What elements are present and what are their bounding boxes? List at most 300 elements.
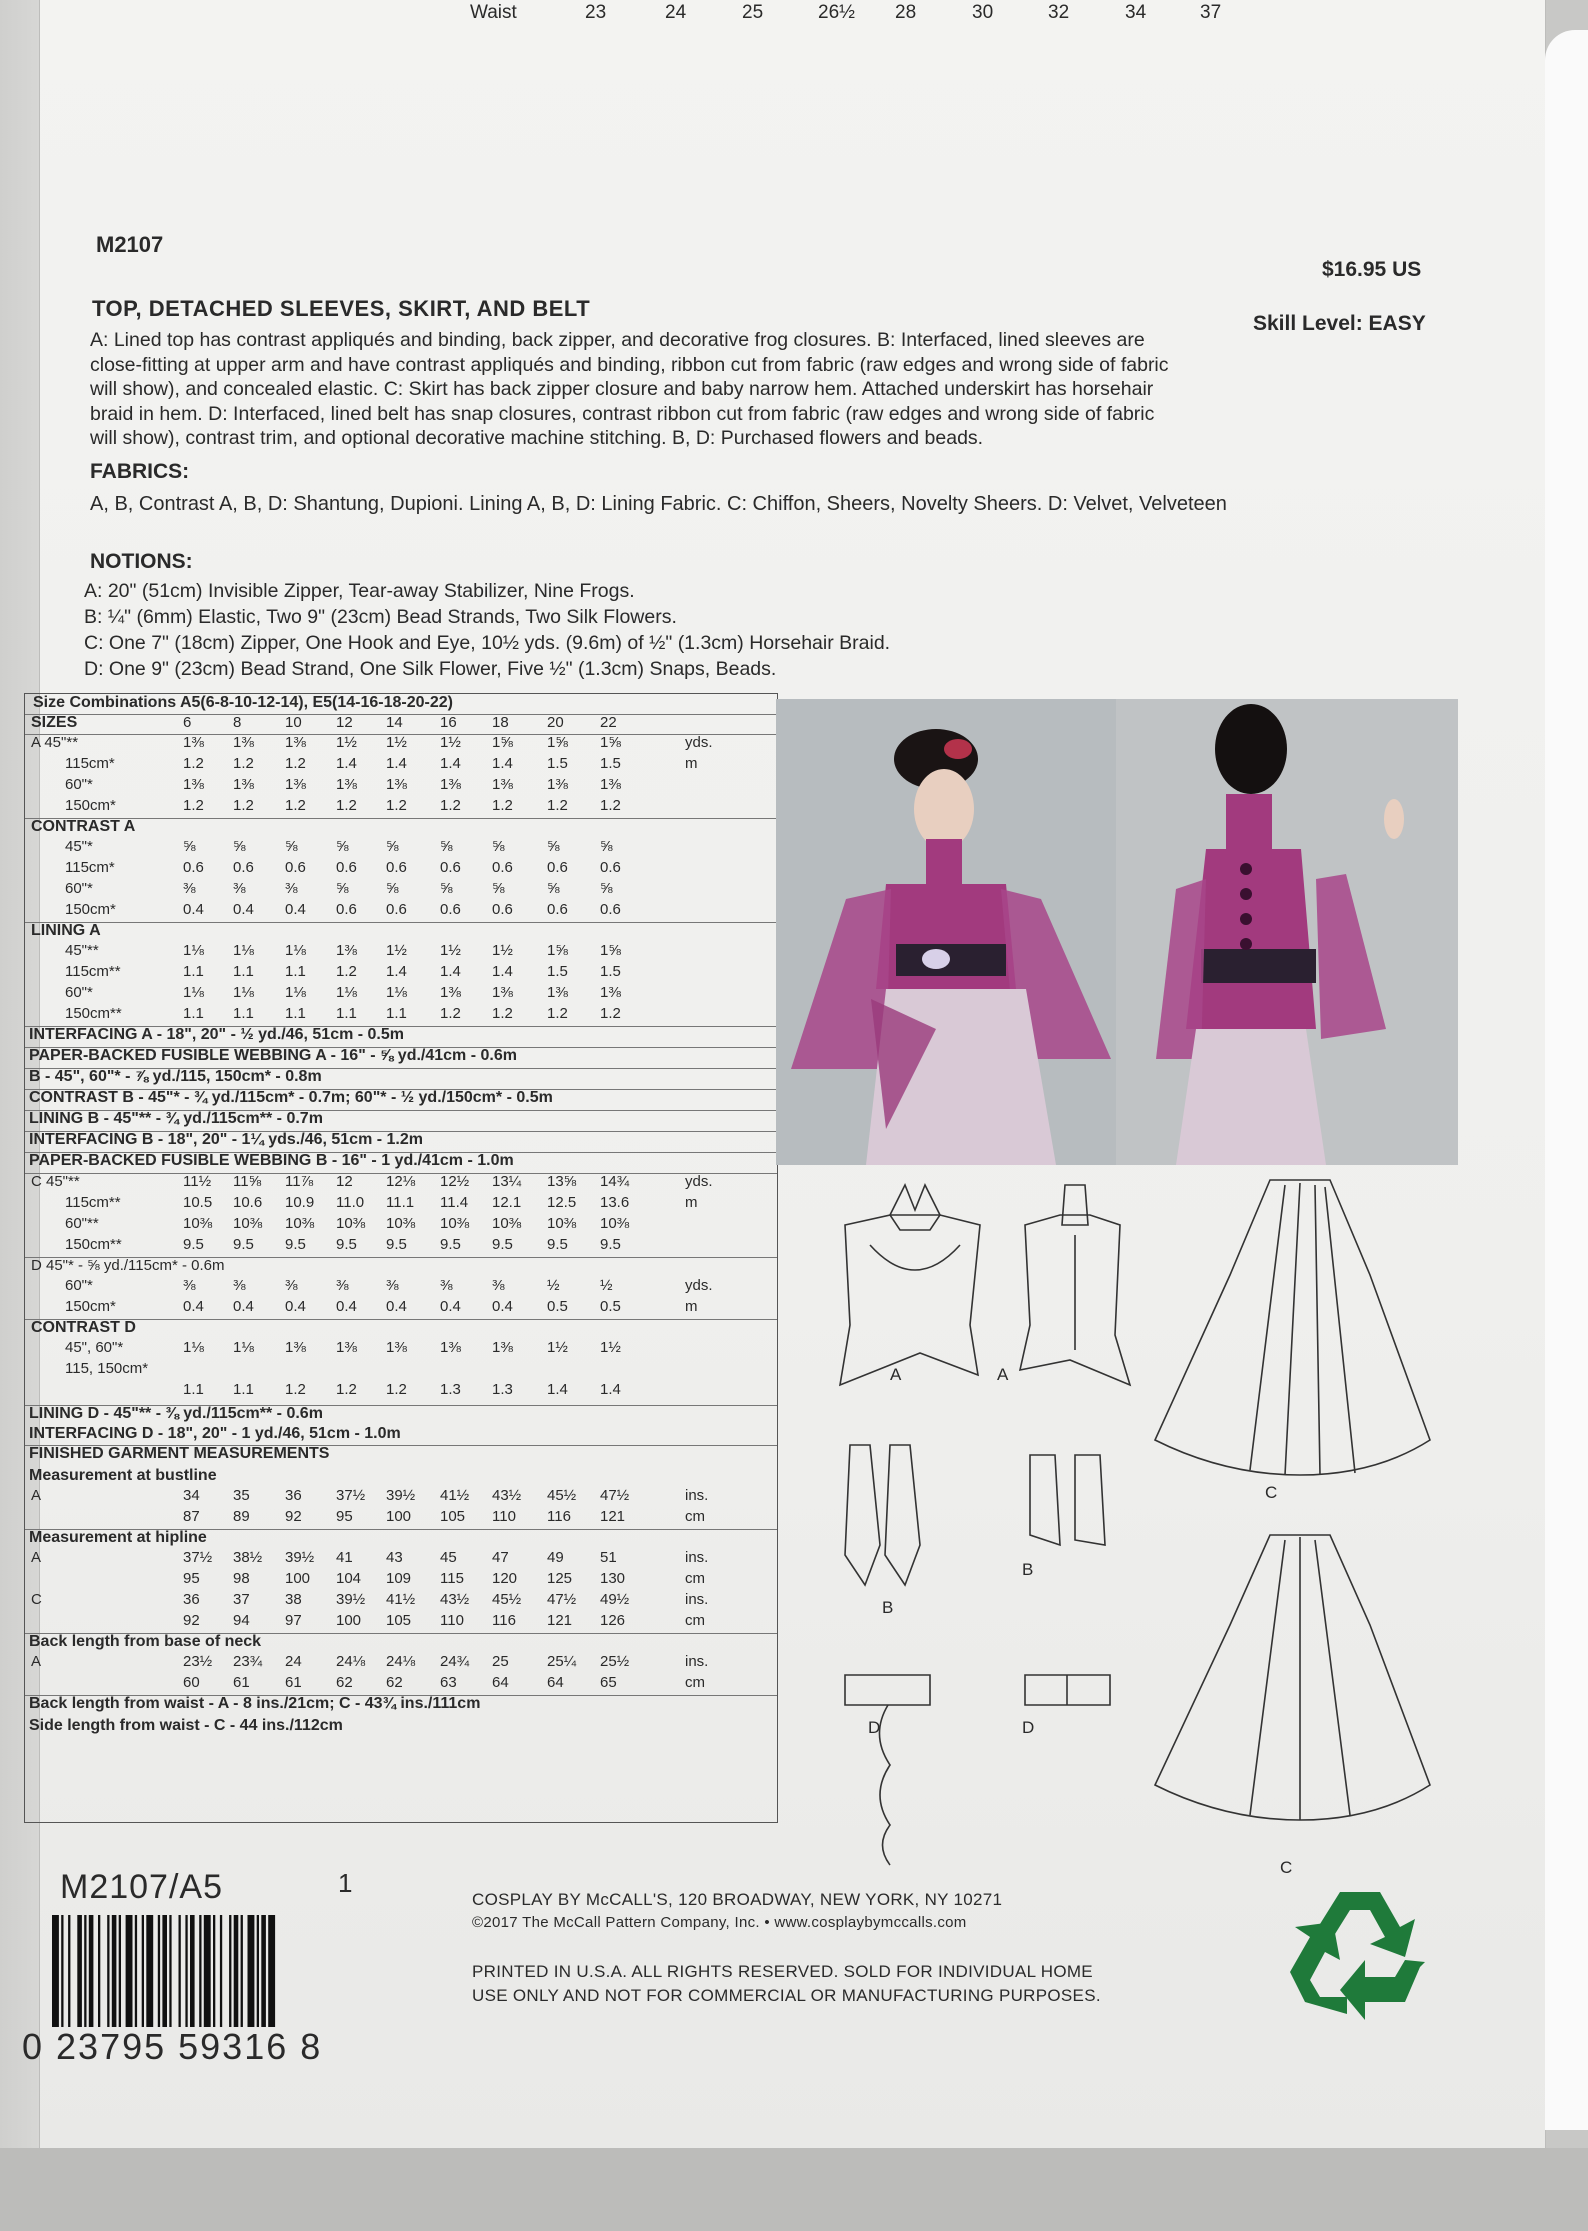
row-label: A bbox=[31, 1487, 42, 1504]
barcode-digits: 0 23795 59316 8 bbox=[22, 2026, 323, 2067]
row-label: A 45"** bbox=[31, 734, 79, 751]
cell-value: 120 bbox=[492, 1570, 518, 1587]
view-label-b: B bbox=[1022, 1560, 1034, 1579]
barcode-bar bbox=[135, 1915, 137, 2027]
cell-value: 0.5 bbox=[547, 1298, 568, 1315]
row-label: 60"** bbox=[65, 1215, 99, 1232]
cell-value: 11.0 bbox=[336, 1194, 365, 1211]
cell-value: 1½ bbox=[386, 942, 407, 959]
cell-value: 126 bbox=[600, 1612, 626, 1629]
cell-value: ⅝ bbox=[440, 880, 453, 897]
waist-value: 26½ bbox=[818, 2, 855, 23]
cell-value: 98 bbox=[233, 1570, 250, 1587]
cell-value: 1.2 bbox=[285, 1381, 306, 1398]
waist-value: 24 bbox=[665, 2, 687, 23]
cell-value: 11⅝ bbox=[233, 1173, 262, 1190]
cell-value: 0.5 bbox=[600, 1298, 621, 1315]
cell-value: 1⅜ bbox=[547, 776, 568, 793]
cell-value: 0.6 bbox=[600, 859, 621, 876]
cell-value: ⅜ bbox=[233, 880, 246, 897]
chart-line: CONTRAST B - 45"* - ¾ yd./115cm* - 0.7m; 60"* - ½ yd./150cm* - 0.5m bbox=[29, 1089, 553, 1106]
cell-value: 100 bbox=[285, 1570, 311, 1587]
notion-item: C: One 7" (18cm) Zipper, One Hook and Eye, 10½ yds. (9.6m) of ½" (1.3cm) Horsehair Braid. bbox=[84, 632, 891, 654]
cell-value: 23½ bbox=[183, 1653, 213, 1670]
back-length-waist: Back length from waist - A - 8 ins./21cm; C - 43¾ ins./111cm bbox=[29, 1695, 481, 1712]
cell-value: 37 bbox=[233, 1591, 250, 1608]
cell-value: 1½ bbox=[600, 1339, 621, 1356]
barcode-bar bbox=[61, 1915, 63, 2027]
view-d-belt-ribbon bbox=[879, 1705, 890, 1865]
cell-value: 104 bbox=[336, 1570, 362, 1587]
row-label: 150cm** bbox=[65, 1005, 122, 1022]
cell-value: ⅝ bbox=[600, 880, 613, 897]
cell-value: ⅝ bbox=[386, 880, 399, 897]
cell-value: 1.4 bbox=[336, 755, 357, 772]
cell-value: 0.4 bbox=[440, 1298, 461, 1315]
cell-value: 36 bbox=[183, 1591, 200, 1608]
row-label: 150cm* bbox=[65, 1298, 116, 1315]
cell-value: 1.1 bbox=[183, 1381, 204, 1398]
cell-value: 1.1 bbox=[183, 1005, 204, 1022]
cell-value: 0.6 bbox=[386, 859, 407, 876]
description-line: A: Lined top has contrast appliqués and binding, back zipper, and decorative frog closures. B: Interfaced, lined sleeves are bbox=[90, 329, 1145, 351]
model-photo-illustration bbox=[776, 699, 1458, 1165]
cell-value: 1.3 bbox=[492, 1381, 513, 1398]
side-length-waist: Side length from waist - C - 44 ins./112cm bbox=[29, 1717, 343, 1734]
cell-value: 39½ bbox=[386, 1487, 416, 1504]
unit-label: cm bbox=[685, 1508, 705, 1525]
unit-label: cm bbox=[685, 1674, 705, 1691]
sizes-label: SIZES bbox=[31, 714, 78, 731]
cell-value: 0.6 bbox=[336, 859, 357, 876]
size-header: 12 bbox=[336, 714, 353, 731]
cell-value: 1.1 bbox=[386, 1005, 407, 1022]
view-label-b: B bbox=[882, 1598, 894, 1617]
unit-label: m bbox=[685, 1194, 698, 1211]
cell-value: 10.5 bbox=[183, 1194, 213, 1211]
row-label: C bbox=[31, 1591, 42, 1608]
cell-value: 1⅜ bbox=[285, 1339, 306, 1356]
cell-value: 43 bbox=[386, 1549, 403, 1566]
barcode-bar bbox=[257, 1915, 259, 2027]
cell-value: 1⅜ bbox=[440, 984, 461, 1001]
cell-value: 92 bbox=[183, 1612, 200, 1629]
cell-value: 45 bbox=[440, 1549, 457, 1566]
cell-value: 1.4 bbox=[492, 963, 513, 980]
cell-value: 35 bbox=[233, 1487, 250, 1504]
chart-rule bbox=[25, 922, 777, 923]
cell-value: 94 bbox=[233, 1612, 250, 1629]
cell-value: 23¾ bbox=[233, 1653, 263, 1670]
cell-value: 1⅜ bbox=[492, 1339, 513, 1356]
yardage-chart bbox=[24, 693, 778, 1823]
cell-value: 0.4 bbox=[233, 901, 254, 918]
cell-value: 0.4 bbox=[285, 1298, 306, 1315]
view-c-skirt-back-pleats bbox=[1250, 1537, 1350, 1820]
cell-value: 95 bbox=[336, 1508, 353, 1525]
row-label: 60"* bbox=[65, 880, 93, 897]
view-label-c: C bbox=[1265, 1483, 1278, 1502]
unit-label: m bbox=[685, 755, 698, 772]
barcode-bar bbox=[84, 1915, 86, 2027]
barcode-bar bbox=[112, 1915, 117, 2027]
cell-value: 1.2 bbox=[233, 797, 254, 814]
cell-value: 1⅜ bbox=[386, 776, 407, 793]
cell-value: ⅜ bbox=[183, 1277, 196, 1294]
cell-value: 1⅜ bbox=[336, 776, 357, 793]
cell-value: 1.1 bbox=[233, 963, 254, 980]
cell-value: 1½ bbox=[386, 734, 407, 751]
cell-value: 10⅜ bbox=[386, 1215, 416, 1232]
cell-value: 24⅛ bbox=[336, 1653, 366, 1670]
cell-value: 10.6 bbox=[233, 1194, 263, 1211]
view-b2-sleeve-left bbox=[1030, 1455, 1060, 1545]
waist-value: 34 bbox=[1125, 2, 1147, 23]
cell-value: 65 bbox=[600, 1674, 617, 1691]
cell-value: 97 bbox=[285, 1612, 302, 1629]
cell-value: 0.4 bbox=[183, 1298, 204, 1315]
row-label: 115cm** bbox=[65, 1194, 121, 1211]
cell-value: 1.1 bbox=[183, 963, 204, 980]
cell-value: 1.4 bbox=[547, 1381, 568, 1398]
barcode-bar bbox=[220, 1915, 222, 2027]
cell-value: 0.4 bbox=[336, 1298, 357, 1315]
cell-value: 37½ bbox=[183, 1549, 213, 1566]
cell-value: 1½ bbox=[440, 942, 461, 959]
view-label-a: A bbox=[997, 1365, 1009, 1384]
waist-value: 28 bbox=[895, 2, 917, 23]
cell-value: 1½ bbox=[336, 734, 357, 751]
cell-value: 1.5 bbox=[547, 755, 568, 772]
cell-value: ⅝ bbox=[336, 838, 349, 855]
cell-value: 1⅜ bbox=[285, 776, 306, 793]
barcode-bar bbox=[119, 1915, 121, 2027]
unit-label: yds. bbox=[685, 734, 713, 751]
cell-value: 115 bbox=[440, 1570, 464, 1587]
cell-value: 9.5 bbox=[547, 1236, 568, 1253]
cell-value: 9.5 bbox=[285, 1236, 306, 1253]
cell-value: ⅜ bbox=[233, 1277, 246, 1294]
cell-value: 1.1 bbox=[285, 1005, 306, 1022]
view-a-front-collar bbox=[890, 1185, 940, 1230]
chart-line: INTERFACING B - 18", 20" - 1¼ yds./46, 51cm - 1.2m bbox=[29, 1131, 423, 1148]
barcode-bar bbox=[199, 1915, 201, 2027]
view-label-d: D bbox=[868, 1718, 881, 1737]
cell-value: 24 bbox=[285, 1653, 302, 1670]
waist-value: 32 bbox=[1048, 2, 1070, 23]
cell-value: 1.4 bbox=[386, 963, 407, 980]
cell-value: 92 bbox=[285, 1508, 302, 1525]
cell-value: 105 bbox=[386, 1612, 412, 1629]
cell-value: 1⅝ bbox=[492, 734, 513, 751]
cell-value: 1.5 bbox=[600, 963, 621, 980]
cell-value: 1⅜ bbox=[336, 1339, 357, 1356]
size-header: 18 bbox=[492, 714, 509, 731]
contrast-d-label: CONTRAST D bbox=[31, 1319, 136, 1336]
unit-label: m bbox=[685, 1298, 698, 1315]
cell-value: 1½ bbox=[492, 942, 513, 959]
barcode-bar bbox=[158, 1915, 160, 2027]
cell-value: 1⅝ bbox=[600, 942, 621, 959]
technical-drawings bbox=[830, 1175, 1450, 1875]
description bbox=[90, 328, 1430, 451]
cell-value: 1.2 bbox=[492, 1005, 513, 1022]
cell-value: 0.6 bbox=[600, 901, 621, 918]
barcode-bar bbox=[107, 1915, 109, 2027]
cell-value: 0.4 bbox=[492, 1298, 513, 1315]
cell-value: 1.1 bbox=[233, 1005, 254, 1022]
chart-rule bbox=[25, 818, 777, 819]
cell-value: 1½ bbox=[440, 734, 461, 751]
cell-value: 1⅜ bbox=[440, 1339, 461, 1356]
unit-label: ins. bbox=[685, 1549, 709, 1566]
size-combinations: Size Combinations A5(6-8-10-12-14), E5(14-16-18-20-22) bbox=[33, 694, 453, 711]
barcode-bar bbox=[268, 1915, 275, 2027]
view-label-d: D bbox=[1022, 1718, 1035, 1737]
cell-value: 1⅜ bbox=[233, 776, 254, 793]
cell-value: 1⅜ bbox=[336, 942, 357, 959]
contrast-a-label: CONTRAST A bbox=[31, 818, 136, 835]
barcode-bar bbox=[162, 1915, 167, 2027]
chart-line: B - 45", 60"* - ⅞ yd./115, 150cm* - 0.8m bbox=[29, 1068, 322, 1085]
cell-value: 1⅜ bbox=[183, 734, 204, 751]
cell-value: 61 bbox=[285, 1674, 302, 1691]
price: $16.95 US bbox=[1322, 258, 1422, 281]
cell-value: 1.1 bbox=[336, 1005, 357, 1022]
view-b-sleeve-right bbox=[885, 1445, 920, 1585]
cell-value: 1.2 bbox=[233, 755, 254, 772]
cell-value: ⅝ bbox=[547, 880, 560, 897]
cell-value: 1⅜ bbox=[600, 984, 621, 1001]
waist-value: 30 bbox=[972, 2, 994, 23]
cell-value: 1⅜ bbox=[285, 734, 306, 751]
barcode-bar bbox=[213, 1915, 215, 2027]
cell-value: 1.2 bbox=[440, 1005, 461, 1022]
cell-value: 38 bbox=[285, 1591, 302, 1608]
cell-value: ⅜ bbox=[285, 1277, 298, 1294]
view-c-skirt-back-outline bbox=[1155, 1535, 1430, 1820]
cell-value: ⅜ bbox=[386, 1277, 399, 1294]
unit-label: cm bbox=[685, 1570, 705, 1587]
barcode-bar bbox=[89, 1915, 94, 2027]
cell-value: 116 bbox=[492, 1612, 516, 1629]
barcode-bar bbox=[52, 1915, 59, 2027]
cell-value: 1⅛ bbox=[285, 984, 306, 1001]
cell-value: ⅝ bbox=[492, 880, 505, 897]
chart-rule bbox=[25, 1319, 777, 1320]
cell-value: 87 bbox=[183, 1508, 200, 1525]
cell-value: 1.2 bbox=[183, 797, 204, 814]
description-line: close-fitting at upper arm and have contrast appliqués and binding, ribbon cut from fabric (raw edges and wrong side of fabric bbox=[90, 353, 1169, 376]
cell-value: 0.6 bbox=[492, 901, 513, 918]
waist-value: 23 bbox=[585, 2, 607, 23]
barcode-bar bbox=[169, 1915, 171, 2027]
barcode-bar bbox=[142, 1915, 144, 2027]
cell-value: ⅝ bbox=[285, 838, 298, 855]
cell-value: 1⅝ bbox=[547, 734, 568, 751]
cell-value: 130 bbox=[600, 1570, 626, 1587]
notion-item: B: ¼" (6mm) Elastic, Two 9" (23cm) Bead Strands, Two Silk Flowers. bbox=[84, 606, 677, 628]
cell-value: 1.2 bbox=[386, 1381, 407, 1398]
row-label: 115cm* bbox=[65, 755, 115, 772]
cell-value: 110 bbox=[492, 1508, 516, 1525]
chart-line: LINING D - 45"** - ⅜ yd./115cm** - 0.6m bbox=[29, 1405, 323, 1422]
cell-value: 9.5 bbox=[492, 1236, 513, 1253]
sku-number: 1 bbox=[338, 1868, 353, 1898]
cell-value: ⅝ bbox=[547, 838, 560, 855]
cell-value: 45½ bbox=[492, 1591, 522, 1608]
bustline-label: Measurement at bustline bbox=[29, 1467, 217, 1484]
cell-value: 10⅜ bbox=[285, 1215, 315, 1232]
cell-value: ⅜ bbox=[440, 1277, 453, 1294]
cell-value: 41 bbox=[336, 1549, 353, 1566]
cell-value: 110 bbox=[440, 1612, 464, 1629]
cell-value: 13¼ bbox=[492, 1173, 522, 1190]
cell-value: 1½ bbox=[547, 1339, 568, 1356]
cell-value: 9.5 bbox=[233, 1236, 254, 1253]
cell-value: 12.5 bbox=[547, 1194, 577, 1211]
cell-value: 36 bbox=[285, 1487, 302, 1504]
cell-value: 37½ bbox=[336, 1487, 366, 1504]
cell-value: 1⅛ bbox=[233, 1339, 254, 1356]
row-label: 45"** bbox=[65, 942, 99, 959]
fabrics-text: A, B, Contrast A, B, D: Shantung, Dupioni. Lining A, B, D: Lining Fabric. C: Chiffon, Sheers, Novelty Sheers. D: Velvet, Velveteen bbox=[90, 493, 1227, 515]
unit-label: cm bbox=[685, 1612, 705, 1629]
cell-value: 1⅛ bbox=[233, 942, 254, 959]
cell-value: ⅝ bbox=[336, 880, 349, 897]
cell-value: 39½ bbox=[285, 1549, 315, 1566]
barcode-bar bbox=[179, 1915, 181, 2027]
cell-value: 1⅜ bbox=[600, 776, 621, 793]
chart-line: INTERFACING D - 18", 20" - 1 yd./46, 51cm - 1.0m bbox=[29, 1425, 401, 1442]
cell-value: ⅝ bbox=[386, 838, 399, 855]
row-label: 45", 60"* bbox=[65, 1339, 124, 1356]
cell-value: 1.2 bbox=[492, 797, 513, 814]
cell-value: 121 bbox=[600, 1508, 626, 1525]
cell-value: 12½ bbox=[440, 1173, 470, 1190]
cell-value: 1.5 bbox=[600, 755, 621, 772]
chart-line: PAPER-BACKED FUSIBLE WEBBING B - 16" - 1 yd./41cm - 1.0m bbox=[29, 1152, 514, 1169]
cell-value: 9.5 bbox=[600, 1236, 621, 1253]
cell-value: 116 bbox=[547, 1508, 571, 1525]
description-line: will show), and concealed elastic. C: Skirt has back zipper closure and baby narrow hem. Attached underskirt has horsehair bbox=[90, 378, 1154, 400]
cell-value: 11.1 bbox=[386, 1194, 415, 1211]
cell-value: 10⅜ bbox=[233, 1215, 263, 1232]
cell-value: 1⅜ bbox=[492, 984, 513, 1001]
size-header: 16 bbox=[440, 714, 457, 731]
sku: M2107/A5 bbox=[60, 1868, 223, 1906]
cell-value: 64 bbox=[492, 1674, 509, 1691]
cell-value: ½ bbox=[600, 1277, 613, 1294]
barcode bbox=[50, 1915, 370, 2035]
cell-value: 1.2 bbox=[183, 755, 204, 772]
cell-value: 45½ bbox=[547, 1487, 577, 1504]
cell-value: 10⅜ bbox=[440, 1215, 470, 1232]
cell-value: ⅜ bbox=[285, 880, 298, 897]
row-label: A bbox=[31, 1549, 42, 1566]
cell-value: 1.2 bbox=[285, 797, 306, 814]
barcode-bar bbox=[146, 1915, 153, 2027]
cell-value: 1⅛ bbox=[183, 942, 204, 959]
cell-value: 1⅛ bbox=[386, 984, 407, 1001]
cell-value: 1.4 bbox=[386, 755, 407, 772]
cell-value: 51 bbox=[600, 1549, 617, 1566]
unit-label: yds. bbox=[685, 1173, 713, 1190]
size-header: 6 bbox=[183, 714, 192, 731]
barcode-bar bbox=[185, 1915, 187, 2027]
cell-value: 9.5 bbox=[183, 1236, 204, 1253]
back-length-label: Back length from base of neck bbox=[29, 1633, 262, 1650]
cell-value: 0.4 bbox=[233, 1298, 254, 1315]
cell-value: 0.6 bbox=[440, 859, 461, 876]
cell-value: 1.4 bbox=[492, 755, 513, 772]
cell-value: 41½ bbox=[440, 1487, 470, 1504]
view-label-c: C bbox=[1280, 1858, 1293, 1877]
cell-value: 1.4 bbox=[440, 755, 461, 772]
cell-value: 13⅝ bbox=[547, 1173, 577, 1190]
row-label: 150cm** bbox=[65, 1236, 122, 1253]
cell-value: 0.6 bbox=[547, 859, 568, 876]
page-edge bbox=[1545, 30, 1588, 2130]
model-photo bbox=[776, 699, 1458, 1165]
cell-value: 13.6 bbox=[600, 1194, 630, 1211]
cell-value: ⅝ bbox=[440, 838, 453, 855]
view-a-front-outline bbox=[840, 1215, 980, 1385]
cell-value: 62 bbox=[336, 1674, 353, 1691]
row-label: 115cm* bbox=[65, 859, 115, 876]
cell-value: 10⅜ bbox=[336, 1215, 366, 1232]
view-b-sleeve-left bbox=[845, 1445, 880, 1585]
cell-value: 0.4 bbox=[285, 901, 306, 918]
cell-value: ½ bbox=[547, 1277, 560, 1294]
cell-value: 1.1 bbox=[233, 1381, 254, 1398]
cell-value: 0.6 bbox=[492, 859, 513, 876]
barcode-bar bbox=[234, 1915, 239, 2027]
cell-value: 1⅜ bbox=[440, 776, 461, 793]
description-line: braid in hem. D: Interfaced, lined belt has snap closures, contrast ribbon cut from fabric (raw edges and wrong side of fabric bbox=[90, 402, 1155, 425]
barcode-bar bbox=[77, 1915, 82, 2027]
size-header: 20 bbox=[547, 714, 564, 731]
row-label: 60"* bbox=[65, 776, 93, 793]
cell-value: 121 bbox=[547, 1612, 573, 1629]
cell-value: 10⅜ bbox=[183, 1215, 213, 1232]
row-label: 115cm** bbox=[65, 963, 121, 980]
finished-measurements-label: FINISHED GARMENT MEASUREMENTS bbox=[29, 1445, 330, 1462]
chart-line: LINING B - 45"** - ¾ yd./115cm** - 0.7m bbox=[29, 1110, 323, 1127]
cell-value: 105 bbox=[440, 1508, 466, 1525]
cell-value: 1⅛ bbox=[336, 984, 357, 1001]
row-label: C 45"** bbox=[31, 1173, 80, 1190]
row-label: 60"* bbox=[65, 984, 93, 1001]
notion-item: D: One 9" (23cm) Bead Strand, One Silk Flower, Five ½" (1.3cm) Snaps, Beads. bbox=[84, 658, 777, 680]
cell-value: ⅝ bbox=[492, 838, 505, 855]
recycle-icon bbox=[1285, 1882, 1437, 2032]
cell-value: 1.2 bbox=[336, 963, 357, 980]
view-d-belt-front bbox=[845, 1675, 930, 1705]
cell-value: 11⅞ bbox=[285, 1173, 314, 1190]
cell-value: 12 bbox=[336, 1173, 353, 1190]
unit-label: ins. bbox=[685, 1591, 709, 1608]
cell-value: 9.5 bbox=[336, 1236, 357, 1253]
waist-label: Waist bbox=[470, 2, 517, 23]
cell-value: 95 bbox=[183, 1570, 200, 1587]
cell-value: 62 bbox=[386, 1674, 403, 1691]
row-label: 150cm* bbox=[65, 901, 116, 918]
cell-value: 1.3 bbox=[440, 1381, 461, 1398]
cell-value: 1.2 bbox=[386, 797, 407, 814]
chart-line: INTERFACING A - 18", 20" - ½ yd./46, 51cm - 0.5m bbox=[29, 1026, 404, 1043]
cell-value: 1.1 bbox=[285, 963, 306, 980]
